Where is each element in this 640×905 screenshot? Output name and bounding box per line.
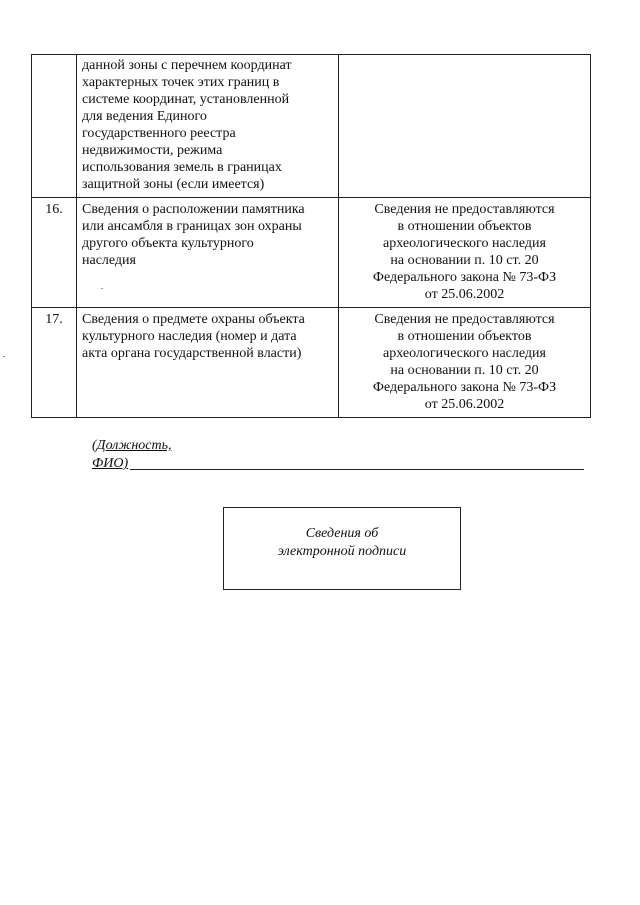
esig-line-2: электронной подписи <box>277 544 407 559</box>
value-line: Федерального закона № 73-ФЗ <box>372 380 557 395</box>
row-value-cell <box>339 55 591 198</box>
margin-mark <box>3 356 5 357</box>
name-line: характерных точек этих границ в <box>82 75 280 90</box>
value-line: археологического наследия <box>383 236 546 251</box>
row-value-cell <box>339 308 591 418</box>
name-line: другого объекта культурного <box>82 236 254 251</box>
row-number-cell <box>32 55 77 198</box>
row-name-cell <box>77 55 339 198</box>
value-line: Сведения не предоставляются <box>374 312 555 327</box>
name-line: для ведения Единого <box>82 109 207 124</box>
name-line: акта органа государственной власти) <box>82 346 302 361</box>
signature-block <box>92 437 584 473</box>
table-row-17 <box>32 308 591 418</box>
info-table <box>31 54 591 418</box>
value-line: Сведения не предоставляются <box>374 202 555 217</box>
value-line: на основании п. 10 ст. 20 <box>390 253 539 268</box>
name-line: Сведения о предмете охраны объекта <box>82 312 305 327</box>
name-line: государственного реестра <box>82 126 236 141</box>
name-line: культурного наследия (номер и дата <box>82 329 297 344</box>
name-line: использования земель в границах <box>82 160 282 175</box>
name-line: недвижимости, режима <box>82 143 223 158</box>
name-line: или ансамбля в границах зон охраны <box>82 219 302 234</box>
name-line: наследия <box>82 253 136 268</box>
name-line: Сведения о расположении памятника <box>82 202 305 217</box>
value-line: в отношении объектов <box>397 219 532 234</box>
value-line: в отношении объектов <box>397 329 532 344</box>
name-line: системе координат, установленной <box>82 92 290 107</box>
table-row-16 <box>32 198 591 308</box>
row-number-cell: 17. <box>32 308 77 418</box>
name-label: ФИО) <box>92 456 129 471</box>
row-name-cell <box>77 198 339 308</box>
value-line: Федерального закона № 73-ФЗ <box>372 270 557 285</box>
row-number-cell: 16. <box>32 198 77 308</box>
value-line: археологического наследия <box>383 346 546 361</box>
value-line: на основании п. 10 ст. 20 <box>390 363 539 378</box>
table-row-continuation <box>32 55 591 198</box>
name-line: данной зоны с перечнем координат <box>82 58 292 73</box>
esig-line-1: Сведения об <box>305 526 379 541</box>
signature-line <box>130 468 584 470</box>
row-name-cell <box>77 308 339 418</box>
row-value-cell <box>339 198 591 308</box>
electronic-signature-box <box>223 507 461 590</box>
scan-speck <box>101 288 103 289</box>
value-line: от 25.06.2002 <box>424 397 505 412</box>
name-line: защитной зоны (если имеется) <box>82 177 265 192</box>
value-line: от 25.06.2002 <box>424 287 505 302</box>
signature-row <box>92 455 584 473</box>
position-label: (Должность, <box>92 438 172 453</box>
